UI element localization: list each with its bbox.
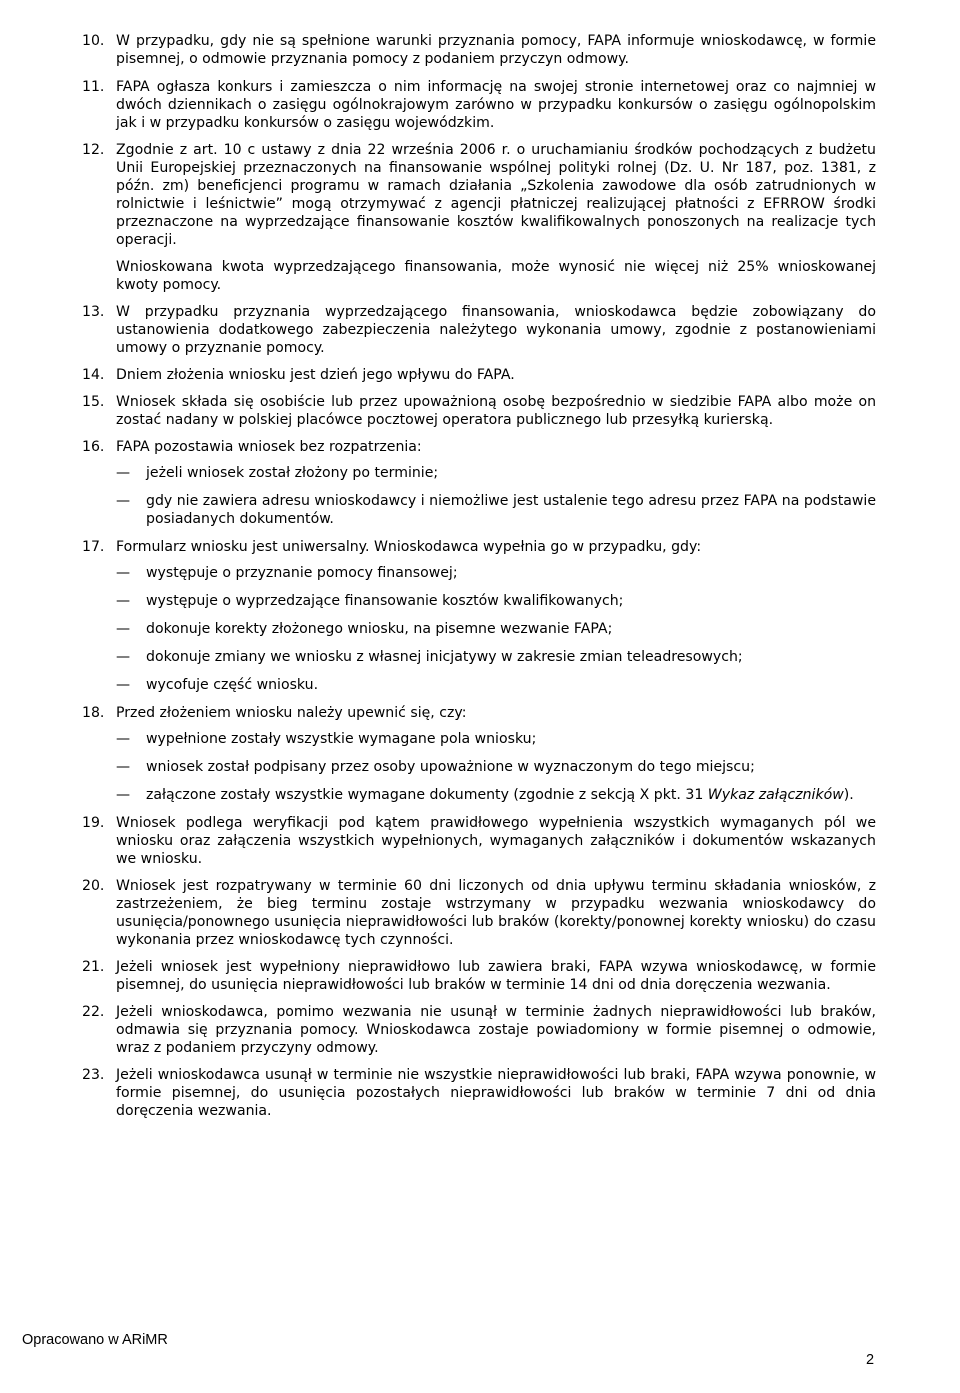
dash-text xyxy=(146,786,876,804)
dash-text-main: występuje o wyprzedzające finansowanie kosztów kwalifikowanych; xyxy=(146,593,624,609)
dash-text-main: wypełnione zostały wszystkie wymagane pola wniosku; xyxy=(146,731,537,747)
item-number: 19. xyxy=(82,815,105,831)
dash-text-main: wniosek został podpisany przez osoby upoważnione w wyznaczonym do tego miejscu; xyxy=(146,759,755,775)
paragraph: Wniosek podlega weryfikacji pod kątem prawidłowego wypełnienia wszystkich wymaganych pól we wniosku oraz załączenia wszystkich wypełnionych, wymaganych załączników i dokumentów wskazanych we wniosku. xyxy=(116,815,876,867)
paragraph: FAPA pozostawia wniosek bez rozpatrzenia: xyxy=(116,439,422,455)
dash-text xyxy=(146,648,876,666)
dash-list-item xyxy=(116,648,876,666)
item-number: 16. xyxy=(82,439,105,455)
dash-text xyxy=(146,464,876,482)
item-number: 17. xyxy=(82,539,105,555)
list-item xyxy=(82,877,876,949)
dash-text xyxy=(146,620,876,638)
dash-text xyxy=(146,676,876,694)
dash-list-item xyxy=(116,676,876,694)
page-number: 2 xyxy=(866,1352,875,1368)
paragraph: Formularz wniosku jest uniwersalny. Wnioskodawca wypełnia go w przypadku, gdy: xyxy=(116,539,702,555)
dash-bullet-icon: — xyxy=(116,759,131,775)
item-body xyxy=(116,438,876,538)
paragraph: Dniem złożenia wniosku jest dzień jego wpływu do FAPA. xyxy=(116,367,515,383)
paragraph: Wniosek jest rozpatrywany w terminie 60 dni liczonych od dnia upływu terminu składania wniosków, z zastrzeżeniem, że bieg terminu zostaje wstrzymany w przypadku wezwania wnioskodawcy do usunięcia/ponownego usunięcia nieprawidłowości lub braków (korekty/ponownej korekty wniosku) do czasu wykonania przez wnioskodawcę tych czynności. xyxy=(116,878,876,948)
list-item xyxy=(82,958,876,994)
paragraph: Zgodnie z art. 10 c ustawy z dnia 22 września 2006 r. o uruchamianiu środków pochodzących z budżetu Unii Europejskiej przeznaczonych na finansowanie wspólnej polityki rolnej (Dz. U. Nr 187, poz. 1381, z późn. zm) beneficjenci programu w ramach działania „Szkolenia zawodowe dla osób zatrudnionych w rolnictwie i leśnictwie” mogą otrzymywać z agencji płatniczej realizującej płatności z EFRROW środki przeznaczone na wyprzedzające finansowanie kosztów kwalifikowalnych ponoszonych na realizacje tych operacji. xyxy=(116,142,876,248)
list-item xyxy=(82,303,876,357)
item-body xyxy=(116,877,876,949)
dash-text-main: występuje o przyznanie pomocy finansowej; xyxy=(146,565,458,581)
dash-list-item xyxy=(116,786,876,804)
item-number: 20. xyxy=(82,878,105,894)
item-body xyxy=(116,814,876,868)
dash-text-main: załączone zostały wszystkie wymagane dokumenty (zgodnie z sekcją X pkt. 31 xyxy=(146,787,708,803)
item-body xyxy=(116,704,876,814)
dash-text-tail: ). xyxy=(843,787,854,803)
list-item xyxy=(82,366,876,384)
list-item xyxy=(82,814,876,868)
item-number: 18. xyxy=(82,705,105,721)
dash-list-item xyxy=(116,464,876,482)
list-item xyxy=(82,1066,876,1120)
dash-bullet-icon: — xyxy=(116,787,131,803)
dash-text xyxy=(146,592,876,610)
dash-text-main: wycofuje część wniosku. xyxy=(146,677,319,693)
item-body xyxy=(116,1003,876,1057)
dash-list-item xyxy=(116,620,876,638)
item-body xyxy=(116,958,876,994)
list-item xyxy=(82,704,876,814)
dash-bullet-icon: — xyxy=(116,649,131,665)
dash-bullet-icon: — xyxy=(116,493,131,509)
item-number: 21. xyxy=(82,959,105,975)
dash-list-item xyxy=(116,730,876,748)
list-item xyxy=(82,1003,876,1057)
item-number: 12. xyxy=(82,142,105,158)
dash-list-item xyxy=(116,592,876,610)
dash-list-item xyxy=(116,564,876,582)
dash-text xyxy=(146,758,876,776)
item-number: 13. xyxy=(82,304,105,320)
paragraph: FAPA ogłasza konkurs i zamieszcza o nim informację na swojej stronie internetowej oraz co najmniej w dwóch dziennikach o zasięgu ogólnokrajowym zarówno w przypadku konkursów o zasięgu ogólnopolskim jak i w przypadku konkursów o zasięgu wojewódzkim. xyxy=(116,79,876,131)
list-item xyxy=(82,438,876,538)
paragraph: Wnioskowana kwota wyprzedzającego finansowania, może wynosić nie więcej niż 25% wnioskowanej kwoty pomocy. xyxy=(116,259,876,293)
dash-bullet-icon: — xyxy=(116,731,131,747)
paragraph: Jeżeli wnioskodawca, pomimo wezwania nie usunął w terminie żadnych nieprawidłowości lub braków, odmawia się przyznania pomocy. Wnioskodawca zostaje powiadomiony w formie pisemnej o odmowie, wraz z podaniem przyczyny odmowy. xyxy=(116,1004,876,1056)
dash-list xyxy=(116,464,876,528)
dash-text-main: jeżeli wniosek został złożony po terminie; xyxy=(146,465,439,481)
list-item xyxy=(82,393,876,429)
item-number: 23. xyxy=(82,1067,105,1083)
paragraph: Przed złożeniem wniosku należy upewnić się, czy: xyxy=(116,705,467,721)
paragraph: W przypadku przyznania wyprzedzającego finansowania, wnioskodawca będzie zobowiązany do ustanowienia dodatkowego zabezpieczenia należytego wykonania umowy, zgodnie z postanowieniami umowy o przyznanie pomocy. xyxy=(116,304,876,356)
dash-list-item xyxy=(116,758,876,776)
item-number: 14. xyxy=(82,367,105,383)
item-number: 22. xyxy=(82,1004,105,1020)
list-item xyxy=(82,538,876,704)
paragraph: Wniosek składa się osobiście lub przez upoważnioną osobę bezpośrednio w siedzibie FAPA albo może on zostać nadany w polskiej placówce pocztowej operatora publicznego lub przesyłką kurierską. xyxy=(116,394,876,428)
item-body xyxy=(116,393,876,429)
dash-text-main: gdy nie zawiera adresu wnioskodawcy i niemożliwe jest ustalenie tego adresu przez FAPA na podstawie posiadanych dokumentów. xyxy=(146,493,876,527)
item-body xyxy=(116,141,876,294)
dash-bullet-icon: — xyxy=(116,621,131,637)
item-body xyxy=(116,303,876,357)
list-item xyxy=(82,141,876,294)
dash-list xyxy=(116,564,876,694)
list-item xyxy=(82,78,876,132)
dash-bullet-icon: — xyxy=(116,465,131,481)
dash-text xyxy=(146,730,876,748)
dash-bullet-icon: — xyxy=(116,593,131,609)
item-number: 15. xyxy=(82,394,105,410)
dash-text-main: dokonuje korekty złożonego wniosku, na pisemne wezwanie FAPA; xyxy=(146,621,613,637)
item-body xyxy=(116,32,876,68)
dash-text-main: dokonuje zmiany we wniosku z własnej inicjatywy w zakresie zmian teleadresowych; xyxy=(146,649,743,665)
paragraph: Jeżeli wnioskodawca usunął w terminie nie wszystkie nieprawidłowości lub braki, FAPA wzywa ponownie, w formie pisemnej, do usunięcia pozostałych nieprawidłowości lub braków w terminie 7 dni od dnia doręczenia wezwania. xyxy=(116,1067,876,1119)
dash-bullet-icon: — xyxy=(116,677,131,693)
item-body xyxy=(116,538,876,704)
numbered-list xyxy=(82,32,876,1120)
dash-list-item xyxy=(116,492,876,528)
item-body xyxy=(116,78,876,132)
dash-bullet-icon: — xyxy=(116,565,131,581)
footer-prepared-by: Opracowano w ARiMR xyxy=(22,1332,168,1348)
list-item xyxy=(82,32,876,68)
item-number: 10. xyxy=(82,33,105,49)
dash-text-italic: Wykaz załączników xyxy=(707,787,844,803)
dash-list xyxy=(116,730,876,804)
item-body xyxy=(116,1066,876,1120)
paragraph: Jeżeli wniosek jest wypełniony nieprawidłowo lub zawiera braki, FAPA wzywa wnioskodawcę, w formie pisemnej, do usunięcia nieprawidłowości lub braków w terminie 14 dni od dnia doręczenia wezwania. xyxy=(116,959,876,993)
item-number: 11. xyxy=(82,79,105,95)
paragraph: W przypadku, gdy nie są spełnione warunki przyznania pomocy, FAPA informuje wnioskodawcę, w formie pisemnej, o odmowie przyznania pomocy z podaniem przyczyn odmowy. xyxy=(116,33,876,67)
item-body xyxy=(116,366,876,384)
dash-text xyxy=(146,564,876,582)
dash-text xyxy=(146,492,876,528)
